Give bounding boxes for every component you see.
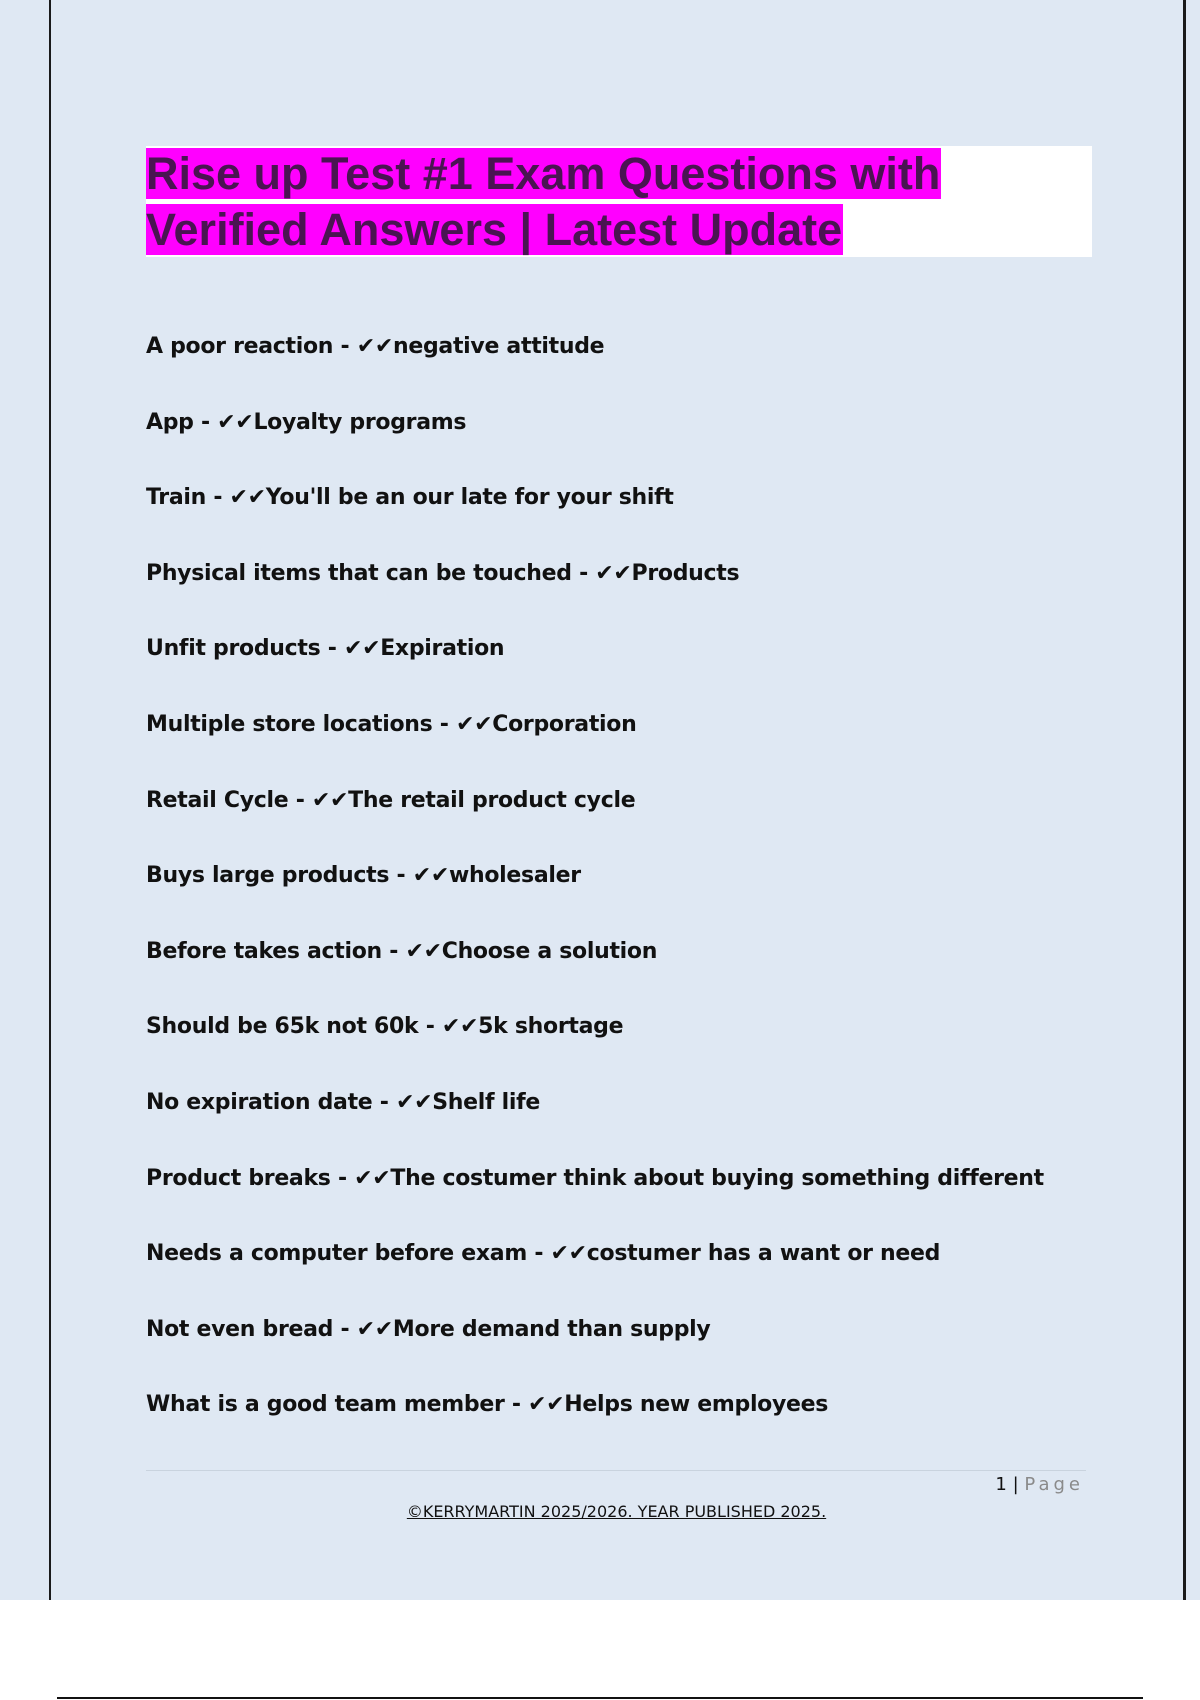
footer-divider (146, 1470, 1086, 1471)
qa-item: App - ✔✔Loyalty programs (146, 409, 467, 435)
qa-item: Retail Cycle - ✔✔The retail product cycle (146, 787, 636, 813)
copyright-notice: ©KERRYMARTIN 2025/2026. YEAR PUBLISHED 2025. (406, 1502, 827, 1521)
title-line-2: Verified Answers | Latest Update (146, 204, 843, 255)
document-title (146, 146, 1092, 258)
page-number-value: 1 (995, 1474, 1007, 1495)
qa-item: Not even bread - ✔✔More demand than supply (146, 1316, 711, 1342)
qa-item: Train - ✔✔You'll be an our late for your shift (146, 485, 674, 511)
title-line-1: Rise up Test #1 Exam Questions with (146, 148, 941, 199)
qa-item: Product breaks - ✔✔The costumer think about buying something different (146, 1165, 1044, 1191)
qa-item: Before takes action - ✔✔Choose a solution (146, 938, 658, 964)
page-number-label: Page (1024, 1474, 1084, 1495)
qa-item: Needs a computer before exam - ✔✔costumer has a want or need (146, 1241, 941, 1267)
page-border-left (49, 0, 51, 1600)
qa-list (146, 327, 1146, 1461)
page-number (995, 1474, 1084, 1495)
page-number-separator: | (1012, 1474, 1019, 1495)
page-border-right (1183, 0, 1186, 1600)
title-box (146, 146, 1092, 257)
qa-item: Multiple store locations - ✔✔Corporation (146, 711, 637, 737)
qa-item: No expiration date - ✔✔Shelf life (146, 1089, 540, 1115)
qa-item: Buys large products - ✔✔wholesaler (146, 863, 581, 889)
qa-item: Unfit products - ✔✔Expiration (146, 636, 505, 662)
qa-item: Should be 65k not 60k - ✔✔5k shortage (146, 1014, 624, 1040)
qa-item: Physical items that can be touched - ✔✔Products (146, 560, 740, 586)
qa-item: What is a good team member - ✔✔Helps new employees (146, 1392, 829, 1418)
qa-item: A poor reaction - ✔✔negative attitude (146, 334, 605, 359)
bottom-divider (57, 1697, 1143, 1699)
